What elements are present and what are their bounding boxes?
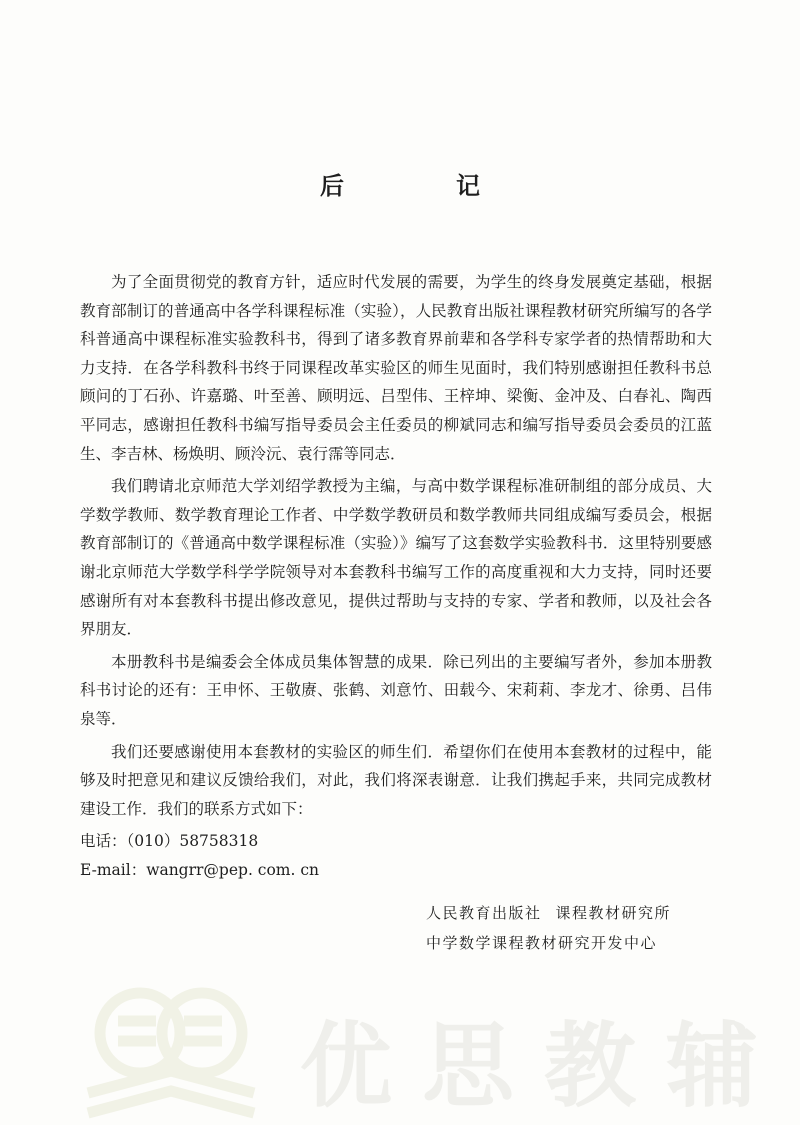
signature-org-publisher: 人民教育出版社 <box>426 904 542 922</box>
contact-email: E-mail：wangrr@pep. com. cn <box>80 861 320 880</box>
watermark-logo-icon <box>70 975 270 1120</box>
signature-block <box>426 898 671 958</box>
contact-phone: 电话：（010）58758318 <box>80 832 259 851</box>
page-title: 后 记 <box>320 172 524 200</box>
body-text <box>80 268 712 885</box>
paragraph-3: 本册教科书是编委会全体成员集体智慧的成果．除已列出的主要编写者外，参加本册教科书讨论的还有：王申怀、王敬赓、张鹤、刘意竹、田载今、宋莉莉、李龙才、徐勇、吕伟泉等． <box>80 652 712 728</box>
paragraph-4: 我们还要感谢使用本套教材的实验区的师生们．希望你们在使用本套教材的过程中，能够及时把意见和建议反馈给我们，对此，我们将深表谢意．让我们携起手来，共同完成教材建设工作．我们的联系方式如下： <box>80 742 712 818</box>
paragraph-2: 我们聘请北京师范大学刘绍学教授为主编，与高中数学课程标准研制组的部分成员、大学数学教师、数学教育理论工作者、中学数学教研员和数学教师共同组成编写委员会，根据教育部制订的《普通高中数学课程标准（实验）》编写了这套数学实验教科书．这里特别要感谢北京师范大学数学科学学院领导对本套教科书编写工作的高度重视和大力支持，同时还要感谢所有对本套教科书提出修改意见，提供过帮助与支持的专家、学者和教师，以及社会各界朋友． <box>80 477 712 639</box>
watermark-text: 优思教辅 <box>300 1013 789 1120</box>
watermark <box>0 975 800 1120</box>
signature-line-1 <box>426 898 671 928</box>
signature-org-institute: 课程教材研究所 <box>555 904 672 922</box>
paragraph-1: 为了全面贯彻党的教育方针，适应时代发展的需要，为学生的终身发展奠定基础，根据教育部制订的普通高中各学科课程标准（实验），人民教育出版社课程教材研究所编写的各学科普通高中课程标准实验教科书，得到了诸多教育界前辈和各学科专家学者的热情帮助和大力支持．在各学科教科书终于同课程改革实验区的师生见面时，我们特别感谢担任教科书总顾问的丁石孙、许嘉璐、叶至善、顾明远、吕型伟、王梓坤、梁衡、金冲及、白春礼、陶西平同志，感谢担任教科书编写指导委员会主任委员的柳斌同志和编写指导委员会委员的江蓝生、李吉林、杨焕明、顾泠沅、袁行霈等同志． <box>80 273 712 463</box>
signature-org-center: 中学数学课程教材研究开发中心 <box>426 934 658 952</box>
